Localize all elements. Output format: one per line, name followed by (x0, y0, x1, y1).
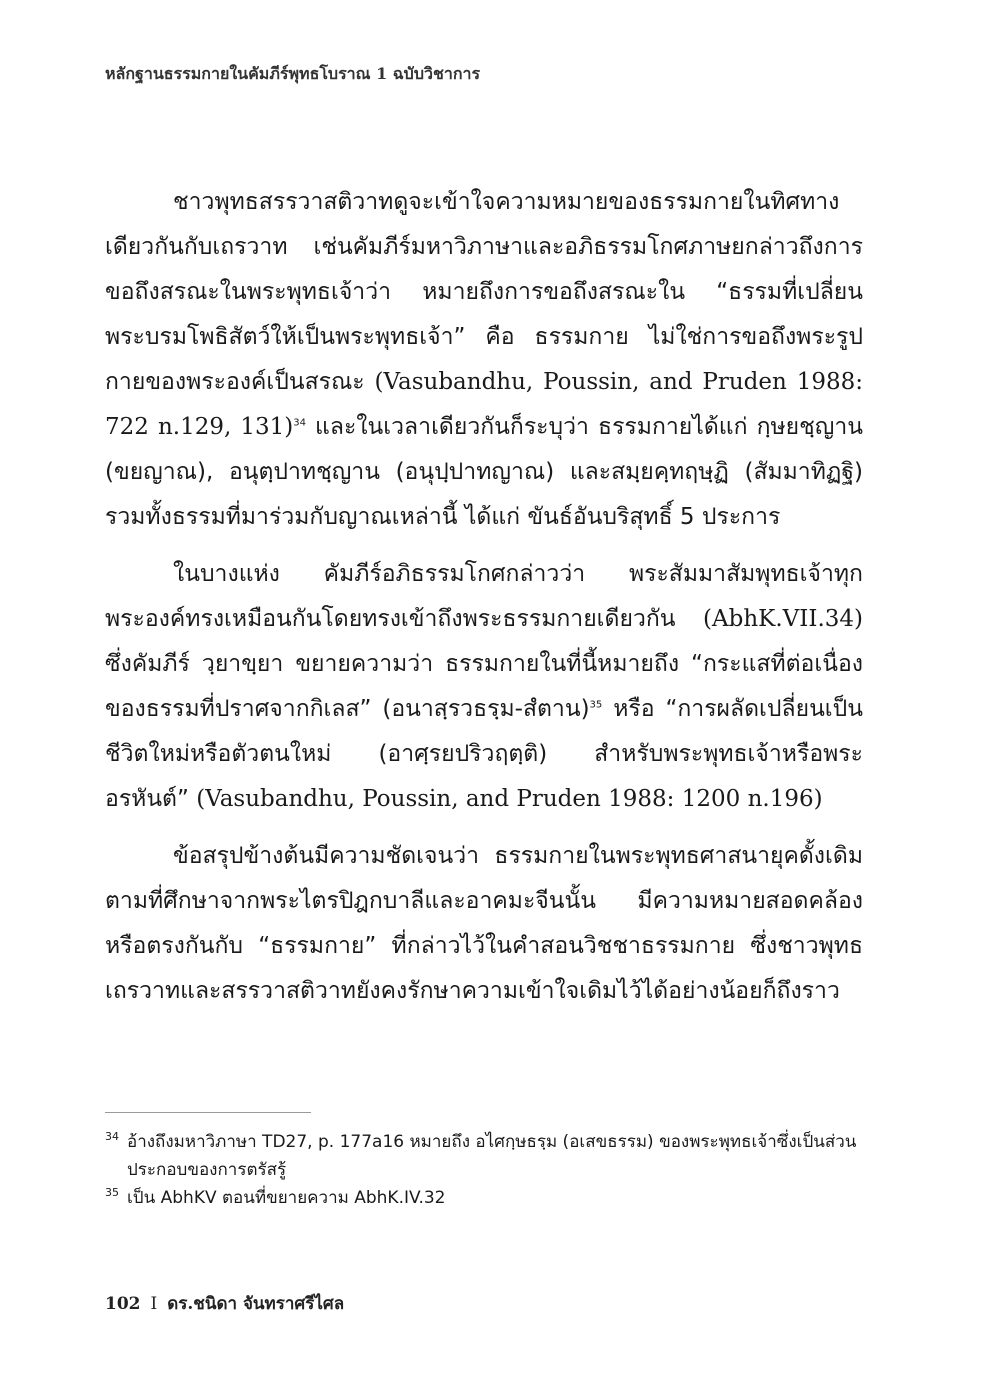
p1-citation: (Vasubandhu, Poussin, and Pruden 1988: 722 n.129, 131) (105, 369, 863, 440)
p1-text-b: และในเวลาเดียวกันก็ระบุว่า ธรรมกายได้แก่ กฺษยชฺญาน (ขยญาณ), อนุตฺปาทชฺญาน (อนุปฺปาทญาณ) และสมฺยคฺทฤษฺฏิ (สัมมาทิฏฐิ) รวมทั้งธรรมที่มาร่วมกับญาณเหล่านี้ ได้แก่ ขันธ์อันบริสุทธิ์ 5 ประการ (105, 414, 863, 530)
footnote-number: 35 (105, 1186, 119, 1199)
footnote-divider (105, 1112, 311, 1113)
paragraph-3: ข้อสรุปข้างต้นมีความชัดเจนว่า ธรรมกายในพระพุทธศาสนายุคดั้งเดิมตามที่ศึกษาจากพระไตรปิฎกบาลีและอาคมะจีนนั้น มีความหมายสอดคล้องหรือตรงกันกับ “ธรรมกาย” ที่กล่าวไว้ในคำสอนวิชชาธรรมกาย ซึ่งชาวพุทธเถรวาทและสรรวาสติวาทยังคงรักษาความเข้าใจเดิมไว้ได้อย่างน้อยก็ถึงราว (105, 843, 863, 1004)
footnote-number: 34 (105, 1130, 119, 1143)
footnote-34 (105, 1128, 863, 1184)
footnote-ref-35[interactable]: 35 (589, 699, 603, 711)
paragraph-2 (105, 552, 863, 822)
p2-text-b: ซึ่งคัมภีร์ วฺยาขฺยา ขยายความว่า ธรรมกายในที่นี้หมายถึง “กระแสที่ต่อเนื่องของธรรมที่ปราศจากกิเลส” (อนาสฺรวธรฺม-สํตาน) (105, 651, 863, 722)
author-name: ดร.ชนิดา จันทราศรีไศล (167, 1294, 345, 1314)
p2-text-c: หรือ “การผลัดเปลี่ยนเป็นชีวิตใหม่หรือตัวตนใหม่ (อาศฺรยปริวฤตฺติ) สำหรับพระพุทธเจ้าหรือพระอรหันต์” (105, 696, 863, 812)
footnote-text: เป็น AbhKV ตอนที่ขยายความ AbhK.IV.32 (127, 1188, 446, 1208)
footer-separator: I (150, 1294, 158, 1314)
running-header: หลักฐานธรรมกายในคัมภีร์พุทธโบราณ 1 ฉบับวิชาการ (105, 64, 481, 83)
p2-citation-2: (Vasubandhu, Poussin, and Pruden 1988: 1200 n.196) (196, 786, 823, 812)
page-footer (105, 1290, 344, 1317)
footnotes (105, 1128, 863, 1212)
page-number: 102 (105, 1294, 141, 1314)
footnote-ref-34[interactable]: 34 (293, 417, 306, 429)
footnote-text: อ้างถึงมหาวิภาษา TD27, p. 177a16 หมายถึง อไศกฺษธรฺม (อเสขธรรม) ของพระพุทธเจ้าซึ่งเป็นส่วนประกอบของการตรัสรู้ (127, 1132, 857, 1180)
p1-text-a: ชาวพุทธสรรวาสติวาทดูจะเข้าใจความหมายของธรรมกายในทิศทางเดียวกันกับเถรวาท เช่นคัมภีร์มหาวิภาษาและอภิธรรมโกศภาษยกล่าวถึงการขอถึงสรณะในพระพุทธเจ้าว่า หมายถึงการขอถึงสรณะใน “ธรรมที่เปลี่ยนพระบรมโพธิสัตว์ให้เป็นพระพุทธเจ้า” คือ ธรรมกาย ไม่ใช่การขอถึงพระรูปกายของพระองค์เป็นสรณะ (105, 189, 863, 395)
p2-text-a: ในบางแห่ง คัมภีร์อภิธรรมโกศกล่าวว่า พระสัมมาสัมพุทธเจ้าทุกพระองค์ทรงเหมือนกันโดยทรงเข้าถึงพระธรรมกายเดียวกัน (105, 561, 863, 632)
paragraph-1 (105, 180, 863, 540)
main-text (105, 180, 863, 1026)
p2-citation: (AbhK.VII.34) (703, 606, 863, 632)
footnote-35 (105, 1184, 863, 1212)
